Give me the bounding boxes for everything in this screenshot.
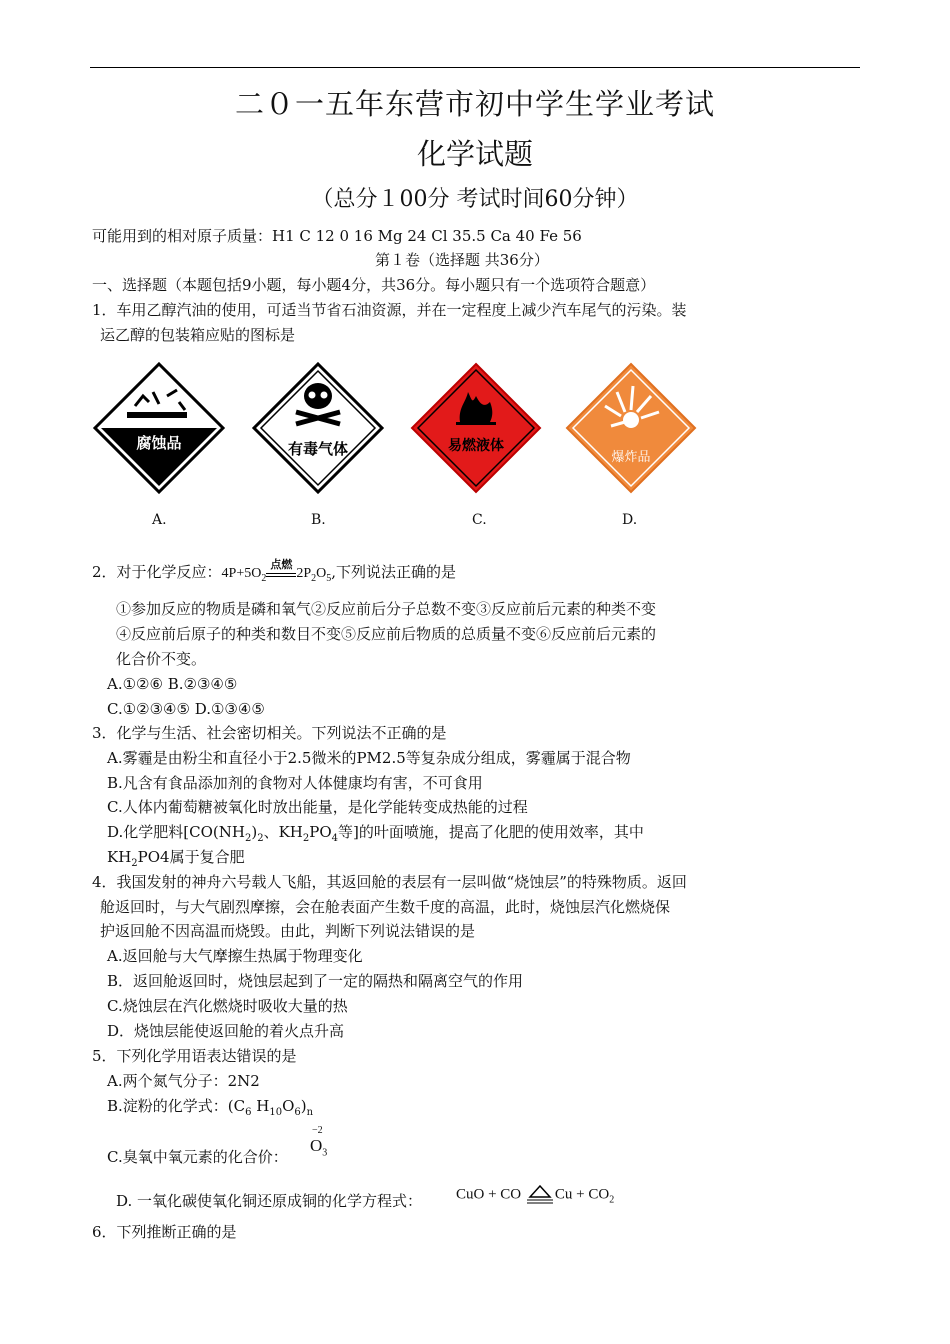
ozone-formula: $O_3$ [310, 1136, 328, 1159]
sign-c-text: 易燃液体 [448, 438, 504, 454]
q2-options-cd: C.①②③④⑤ D.①③④⑤ [107, 700, 265, 718]
q3-option-d-cont: $KH_2PO4$属于复合肥 [107, 848, 245, 869]
q2-statements-3: 化合价不变。 [116, 650, 207, 668]
q3-option-d: D.化学肥料[$CO(NH_2)_2$、$KH_2PO_4$等]的叶面喷施，提高了化肥的使用效率，其中 [107, 823, 644, 844]
q5-option-c: C.臭氧中氧元素的化合价： [107, 1148, 288, 1166]
explosive-sign [565, 362, 697, 494]
q4-option-b: B．返回舱返回时，烧蚀层起到了一定的隔热和隔离空气的作用 [107, 972, 524, 990]
q4-option-d: D．烧蚀层能使返回舱的着火点升高 [107, 1022, 345, 1040]
toxic-gas-sign [252, 362, 384, 494]
q5-stem: 5．下列化学用语表达错误的是 [92, 1047, 297, 1065]
q3-stem: 3．化学与生活、社会密切相关。下列说法不正确的是 [92, 724, 447, 742]
sign-c-label: C. [472, 512, 487, 528]
q1-line2: 运乙醇的包装箱应贴的图标是 [100, 326, 296, 344]
q3-option-a: A.雾霾是由粉尘和直径小于2.5微米的PM2.5等复杂成分组成，雾霾属于混合物 [107, 749, 631, 767]
q3-option-b: B.凡含有食品添加剂的食物对人体健康均有害，不可食用 [107, 774, 483, 792]
corrosive-sign [93, 362, 225, 494]
valence-mark: −2 [312, 1125, 323, 1136]
q2-options-ab: A.①②⑥ B.②③④⑤ [107, 675, 238, 693]
q4-line3: 护返回舱不因高温而烧毁。由此，判断下列说法错误的是 [100, 922, 476, 940]
q5-option-d: D. 一氧化碳使氧化铜还原成铜的化学方程式： [116, 1192, 423, 1210]
flammable-liquid-sign [410, 362, 542, 494]
q4-option-c: C.烧蚀层在汽化燃烧时吸收大量的热 [107, 997, 348, 1015]
q4-line2: 舱返回时，与大气剧烈摩擦，会在舱表面产生数千度的高温，此时，烧蚀层汽化燃烧保 [100, 898, 671, 916]
reduction-equation: CuO + CO $Cu + CO_2$ [456, 1186, 615, 1206]
q2-equation: $4P+5O_2$ 点燃 $2P_2O_5$ [221, 559, 332, 584]
sign-b-label: B. [311, 512, 326, 528]
sign-a-label: A. [152, 512, 167, 528]
top-rule [90, 67, 860, 68]
q1-line1: 1．车用乙醇汽油的使用，可适当节省石油资源，并在一定程度上减少汽车尾气的污染。装 [92, 301, 687, 319]
q2-statements-2: ④反应前后原子的种类和数目不变⑤反应前后物质的总质量不变⑥反应前后元素的 [116, 625, 657, 643]
q5-option-a: A.两个氮气分子：2N2 [107, 1072, 260, 1090]
sign-a-text: 腐蚀品 [136, 434, 182, 452]
heat-triangle-icon [525, 1185, 555, 1205]
subject-title: 化学试题 [416, 137, 533, 171]
sign-d-text: 爆炸品 [611, 450, 651, 465]
exam-title: 二０一五年东营市初中学生学业考试 [234, 87, 715, 121]
section-title: 一、选择题（本题包括9小题，每小题4分，共36分。每小题只有一个选项符合题意） [92, 276, 656, 294]
sign-d-label: D. [622, 512, 638, 528]
q2-statements-1: ①参加反应的物质是磷和氧气②反应前后分子总数不变③反应前后元素的种类不变 [116, 600, 657, 618]
sign-b-text: 有毒气体 [287, 440, 348, 458]
exam-meta: （总分１00分 考试时间60分钟） [311, 187, 639, 212]
part-title: 第１卷（选择题 共36分） [375, 251, 549, 269]
atomic-masses: 可能用到的相对原子质量：H1 C 12 0 16 Mg 24 Cl 35.5 Ca 40 Fe 56 [92, 227, 582, 245]
q5-option-b: B.淀粉的化学式：($C_6$ $H_{10}O_6)_n$ [107, 1097, 314, 1118]
q4-option-a: A.返回舱与大气摩擦生热属于物理变化 [107, 947, 363, 965]
q3-option-c: C.人体内葡萄糖被氧化时放出能量，是化学能转变成热能的过程 [107, 798, 528, 816]
q6-stem: 6．下列推断正确的是 [92, 1223, 237, 1241]
q4-line1: 4．我国发射的神舟六号载人飞船，其返回舱的表层有一层叫做“烧蚀层”的特殊物质。返回 [92, 873, 687, 891]
q2-stem: 2．对于化学反应：$4P+5O_2$ 点燃 $2P_2O_5$,下列说法正确的是 [92, 559, 457, 584]
